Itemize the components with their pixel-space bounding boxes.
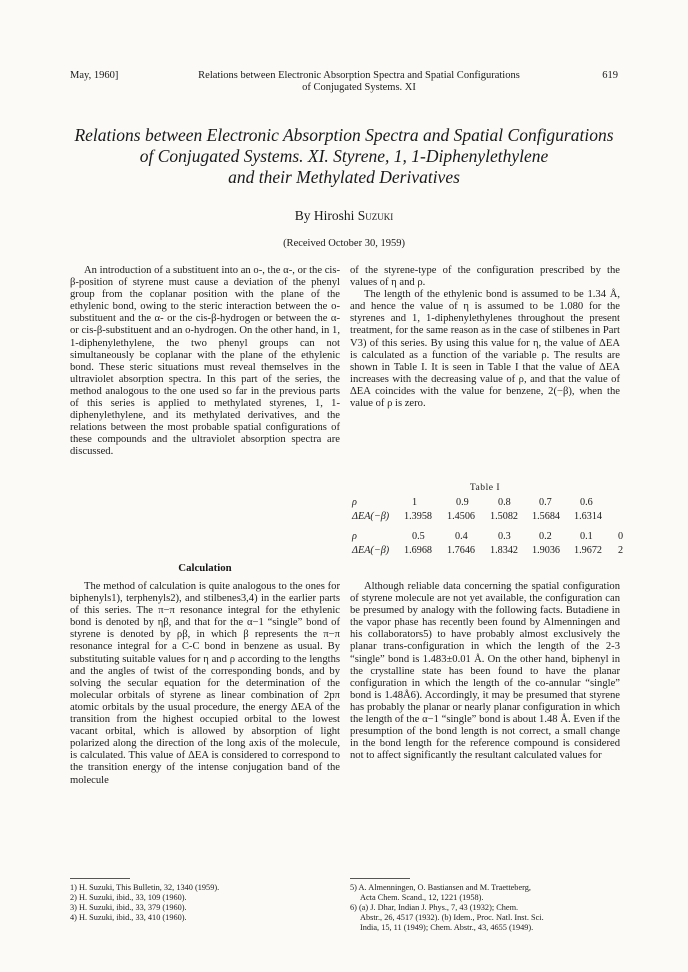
table-row-label: ΔEA(−β) bbox=[352, 510, 390, 522]
intro-paragraph: An introduction of a substituent into an o-, the α-, or the cis-β-position of styrene must cause a deviation of the phenyl group from the coplanar position with the plane of the ethylenic bond, owing to the steric interaction between the o-substituent and the α- or the cis-β-hydrogen or between the α- or cis-β-substituent and an o-hydrogen. On the other hand, in 1, 1-diphenylethylene, the two phenyl groups can not simultaneously be coplanar with the plane of the ethylenic bond. These steric situations must reveal themselves in the ultraviolet absorption spectra. In this part of the series, the method analogous to the one used so far in the previous parts of this series is applied to methylated styrenes, 1, 1-diphenylethylene, and its methylated derivatives, and the relations between the most probable spatial configurations of these compounds and the ultraviolet absorption spectra are discussed. bbox=[70, 265, 340, 458]
table-cell: 1.6314 bbox=[574, 510, 603, 522]
table-row-label: ρ bbox=[352, 531, 357, 542]
table-cell: 0.2 bbox=[539, 531, 552, 542]
author: By Hiroshi Suzuki bbox=[294, 208, 394, 223]
table-cell: 0 bbox=[618, 531, 624, 542]
table-cell: 1.3958 bbox=[404, 510, 433, 522]
table-cell: 1.5684 bbox=[532, 510, 561, 522]
table-cell: 1.8342 bbox=[490, 544, 519, 556]
footnote-rule bbox=[70, 878, 130, 879]
footnote: Acta Chem. Scand., 12, 1221 (1958). bbox=[360, 893, 484, 902]
table-cell: 1.9672 bbox=[574, 544, 603, 556]
table-cell: 1.6968 bbox=[404, 544, 433, 556]
table-cell: 0.6 bbox=[580, 497, 593, 508]
footnote: 2) H. Suzuki, ibid., 33, 109 (1960). bbox=[70, 893, 187, 902]
table-cell: 0.9 bbox=[456, 497, 469, 508]
table-cell: 0.4 bbox=[455, 531, 468, 542]
table-1 bbox=[352, 497, 630, 558]
table-row-label: ρ bbox=[352, 497, 357, 508]
table-row bbox=[352, 545, 630, 559]
table-row-label: ΔEA(−β) bbox=[352, 544, 390, 556]
running-header bbox=[70, 70, 618, 100]
footnote: 1) H. Suzuki, This Bulletin, 32, 1340 (1959). bbox=[70, 883, 220, 892]
table-cell: 0.3 bbox=[498, 531, 511, 542]
table-title: Table I bbox=[469, 482, 501, 493]
footnotes-right bbox=[350, 883, 630, 933]
received-date: (Received October 30, 1959) bbox=[283, 238, 405, 249]
footnote: 5) A. Almenningen, O. Bastiansen and M. Traetteberg, bbox=[350, 883, 531, 892]
page-number: 619 bbox=[602, 70, 618, 81]
table-cell: 1.7646 bbox=[447, 544, 476, 556]
table-cell: 1.5082 bbox=[490, 510, 519, 522]
intro-column bbox=[70, 265, 340, 459]
footnote: 6) (a) J. Dhar, Indian J. Phys., 7, 43 (1932); Chem. bbox=[350, 903, 519, 912]
paragraph: of the styrene-type of the configuration prescribed by the values of η and ρ. bbox=[350, 265, 620, 289]
right-column-bottom bbox=[350, 581, 620, 762]
table-cell: 1.4506 bbox=[447, 510, 476, 522]
right-column-top bbox=[350, 265, 620, 410]
author-surname: Suzuki bbox=[357, 208, 394, 223]
table-cell: 0.8 bbox=[498, 497, 511, 508]
footnote: Abstr., 26, 4517 (1932). (b) Idem., Proc. Natl. Inst. Sci. bbox=[360, 913, 544, 922]
table-row bbox=[352, 531, 630, 545]
paragraph: Although reliable data concerning the spatial configuration of styrene molecule are not yet available, the configuration can be presumed by analogy with the following facts. Butadiene in the vapor phase has recently been found by Almenningen and his collaborators5) to have probably almost exclusively the planar trans-configuration in which the length of the 2-3 “single” bond is 1.483±0.01 Å. On the other hand, biphenyl in the crystalline state has been found to have the planar configuration in which the length of the co-annular “single” bond is 1.48Å6). Accordingly, it may be presumed that styrene has probably the planar or nearly planar configuration in which the length of the α−1 “single” bond is about 1.48 Å. Even if the presumption of the bond length is not correct, a small change in the bond length for the reference compound is considered not to affect significantly the resultant calculated values for bbox=[350, 581, 620, 762]
table-cell: 1.9036 bbox=[532, 544, 561, 556]
table-cell: 0.1 bbox=[580, 531, 593, 542]
footnote-rule bbox=[350, 878, 410, 879]
table-row bbox=[352, 511, 630, 525]
running-title: Relations between Electronic Absorption Spectra and Spatial Configurations of Conjugated Systems. XI bbox=[198, 70, 520, 93]
calculation-column bbox=[70, 581, 340, 787]
footnote: 3) H. Suzuki, ibid., 33, 379 (1960). bbox=[70, 903, 187, 912]
footnote: India, 15, 11 (1949); Chem. Abstr., 43, 4655 (1949). bbox=[360, 923, 534, 932]
table-cell: 1 bbox=[412, 497, 418, 508]
table-cell: 0.5 bbox=[412, 531, 425, 542]
footnote: 4) H. Suzuki, ibid., 33, 410 (1960). bbox=[70, 913, 187, 922]
article-title: Relations between Electronic Absorption Spectra and Spatial Configurations of Conjugated Systems. XI. Styrene, 1, 1-Diphenylethylene and their Methylated Derivatives bbox=[74, 125, 614, 187]
footnotes-left bbox=[70, 883, 340, 923]
table-cell: 0.7 bbox=[539, 497, 552, 508]
table-cell: 2 bbox=[618, 544, 624, 556]
calculation-paragraph: The method of calculation is quite analogous to the ones for biphenyls1), terphenyls2), and stilbenes3,4) in the earlier parts of this series. The π−π resonance integral for the ethylenic bond is denoted by ηβ, and that for the α−1 “single” bond of styrene is denoted by ρβ, in which β represents the π−π resonance integral for a C-C bond in benzene as usual. By substituting suitable values for η and ρ according to the lengths and the angles of twist of the corresponding bonds, and by solving the secular equation for the determination of the molecular orbitals of styrene as linear combination of 2pπ atomic orbitals by the usual procedure, the energy ΔEA of the transition from the highest occupied orbital to the lowest vacant orbital, which is allowed by absorption of light polarized along the direction of the long axis of the molecule, is calculated. This value of ΔEA is considered to correspond to the transition energy of the intense conjugation band of the molecule bbox=[70, 581, 340, 786]
section-heading: Calculation bbox=[178, 562, 232, 574]
paragraph: The length of the ethylenic bond is assumed to be 1.34 Å, and hence the value of η is assumed to be 1.080 for the styrenes and 1, 1-diphenylethylenes throughout the present treatment, for the same reason as in the case of stilbenes in Part V3) of this series. By using this value for η, the value of ΔEA is calculated as a function of the variable ρ. The results are shown in Table I. It is seen in Table I that the value of ΔEA increases with the decreasing value of ρ, and that the value of ΔEA coincides with the value for benzene, 2(−β), when the value of ρ is zero. bbox=[350, 289, 620, 410]
table-row bbox=[352, 497, 630, 511]
issue-date: May, 1960] bbox=[70, 70, 119, 81]
